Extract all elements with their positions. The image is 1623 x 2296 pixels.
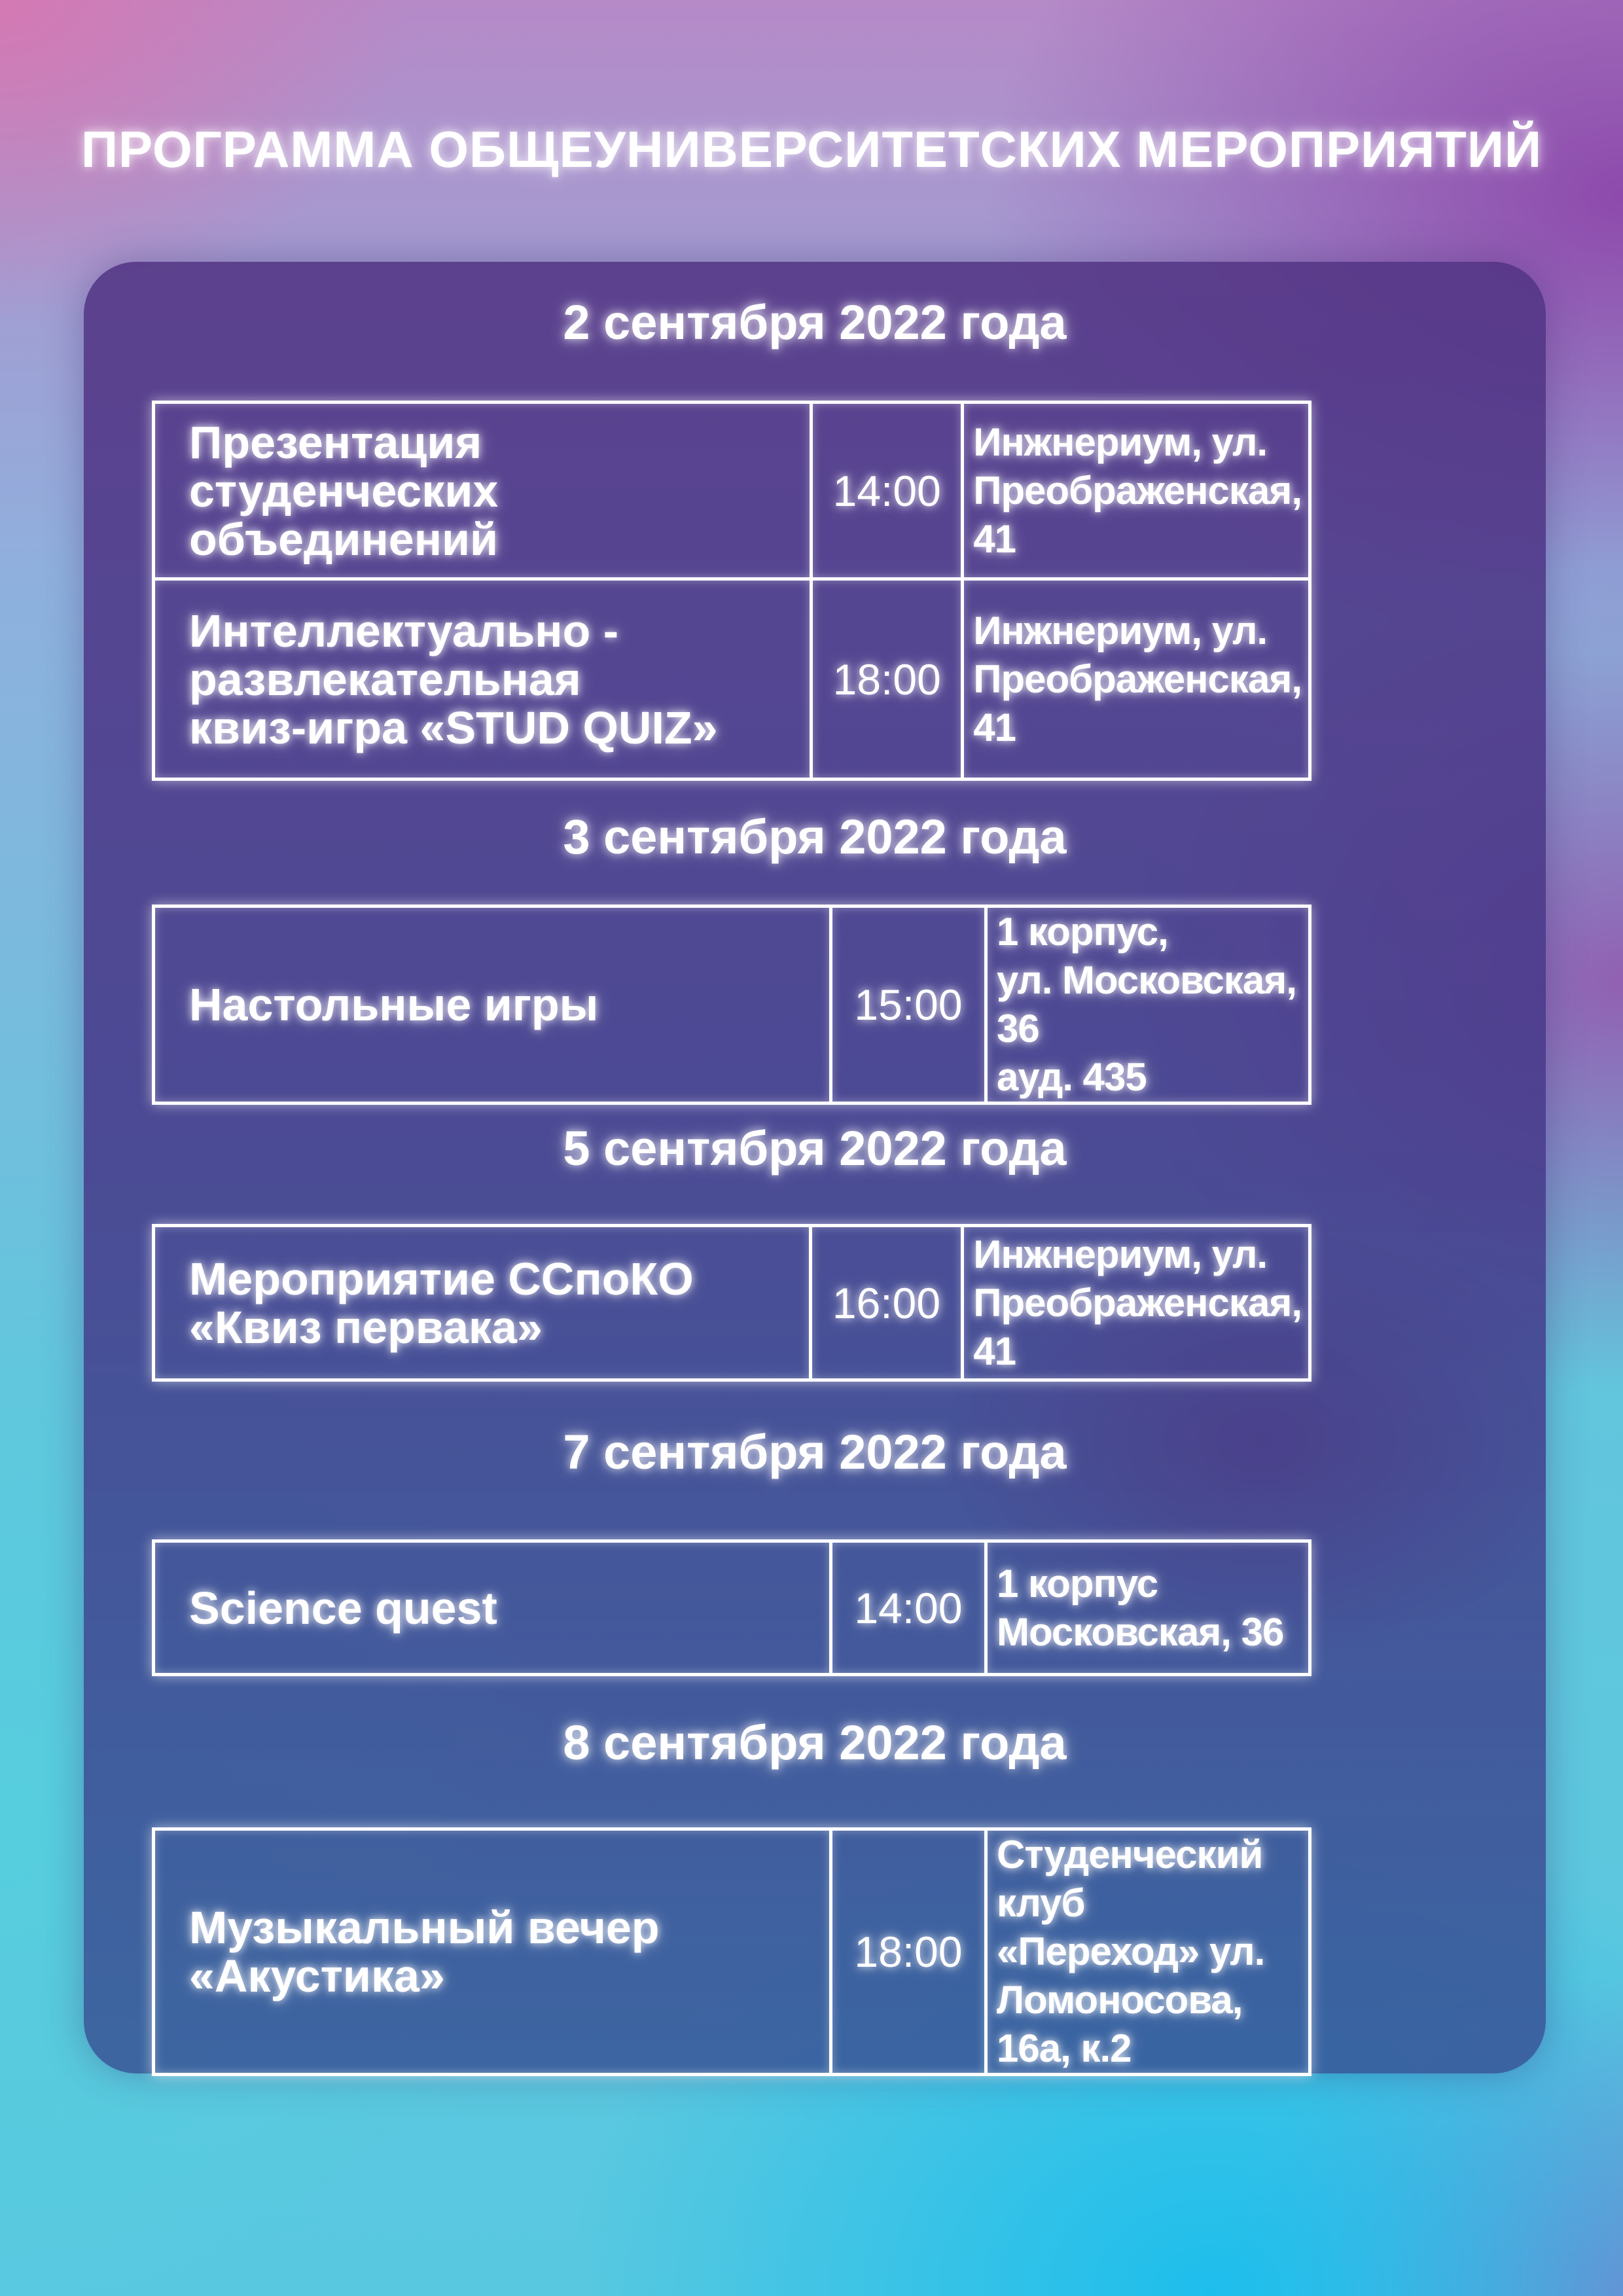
table-row bbox=[154, 579, 1310, 780]
event-time: 18:00 bbox=[832, 655, 941, 704]
page-title: ПРОГРАММА ОБЩЕУНИВЕРСИТЕТСКИХ МЕРОПРИЯТИЙ bbox=[80, 120, 1543, 178]
event-name: Презентация студенческих объединений bbox=[189, 416, 499, 565]
event-place: 1 корпус, ул. Московская, 36 ауд. 435 bbox=[997, 910, 1296, 1099]
event-name: Интеллектуально - развлекательная квиз-игра «STUD QUIZ» bbox=[189, 605, 718, 753]
schedule-table-sep-2 bbox=[152, 401, 1311, 781]
table-row bbox=[154, 1829, 1310, 2075]
event-name: Мероприятие ССпоКО «Квиз первака» bbox=[189, 1253, 694, 1353]
event-place: Инжнериум, ул. Преображенская, 41 bbox=[973, 420, 1302, 561]
date-heading-sep-3: 3 сентября 2022 года bbox=[563, 810, 1067, 864]
date-heading-sep-7: 7 сентября 2022 года bbox=[563, 1425, 1067, 1479]
table-row bbox=[154, 1541, 1310, 1675]
event-time: 16:00 bbox=[832, 1278, 941, 1327]
schedule-table-sep-8 bbox=[152, 1827, 1311, 2076]
table-row bbox=[154, 403, 1310, 579]
event-place: Студенческий клуб «Переход» ул. Ломоносова, 16а, к.2 bbox=[997, 1833, 1265, 2070]
schedule-panel bbox=[84, 262, 1546, 2073]
schedule-table-sep-5 bbox=[152, 1224, 1311, 1382]
date-heading-sep-2: 2 сентября 2022 года bbox=[563, 295, 1067, 350]
event-place: 1 корпус Московская, 36 bbox=[997, 1561, 1284, 1654]
event-time: 18:00 bbox=[854, 1928, 963, 1976]
event-time: 15:00 bbox=[854, 980, 963, 1029]
schedule-table-sep-7 bbox=[152, 1539, 1311, 1676]
schedule-table-sep-3 bbox=[152, 905, 1311, 1105]
date-heading-sep-5: 5 сентября 2022 года bbox=[563, 1121, 1067, 1175]
table-row bbox=[154, 1226, 1310, 1380]
table-row bbox=[154, 906, 1310, 1103]
event-name: Science quest bbox=[189, 1582, 497, 1634]
event-place: Инжнериум, ул. Преображенская, 41 bbox=[973, 608, 1302, 749]
event-place: Инжнериум, ул. Преображенская, 41 bbox=[973, 1232, 1302, 1373]
event-time: 14:00 bbox=[854, 1583, 963, 1632]
date-heading-sep-8: 8 сентября 2022 года bbox=[563, 1715, 1067, 1770]
event-time: 14:00 bbox=[832, 466, 941, 515]
event-name: Настольные игры bbox=[189, 979, 599, 1030]
event-name: Музыкальный вечер «Акустика» bbox=[189, 1902, 660, 2001]
